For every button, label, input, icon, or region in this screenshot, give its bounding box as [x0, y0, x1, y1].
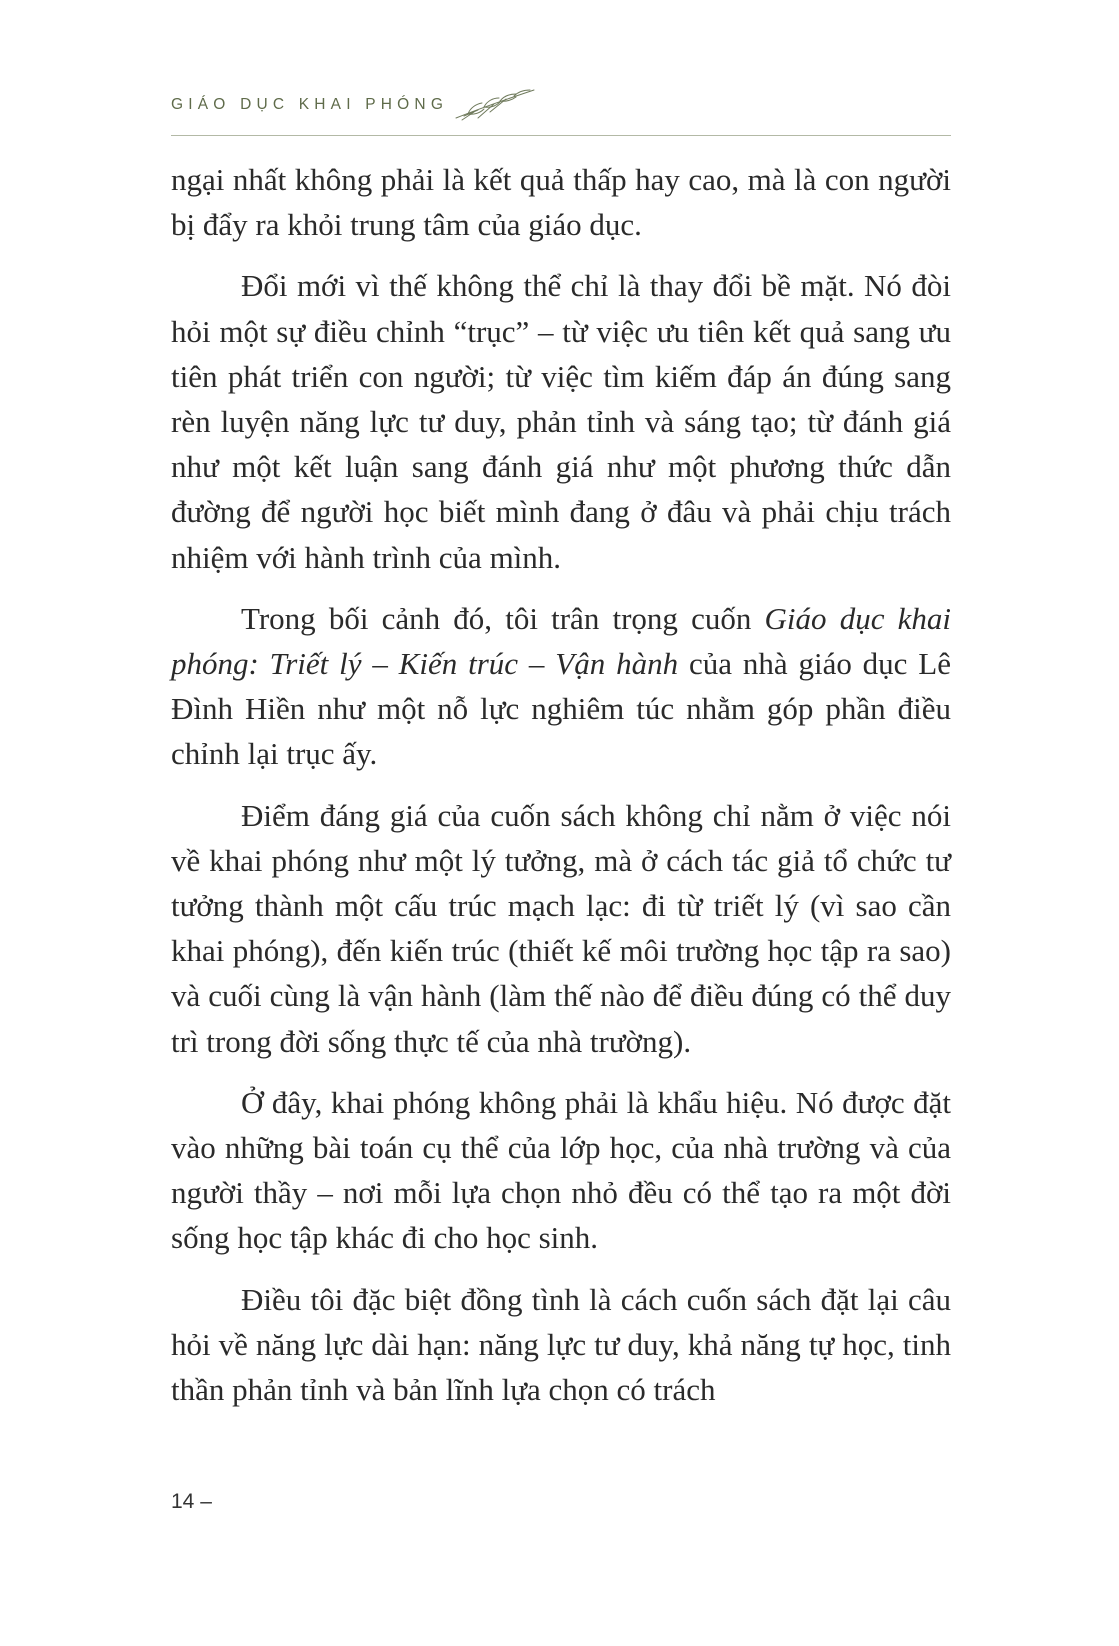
paragraph — [171, 596, 951, 777]
paragraph: Ở đây, khai phóng không phải là khẩu hiệu. Nó được đặt vào những bài toán cụ thể của lớp học, của nhà trường và của người thầy – nơi mỗi lựa chọn nhỏ đều có thể tạo ra một đời sống học tập khác đi cho học sinh. — [171, 1084, 951, 1256]
paragraph-text: Trong bối cảnh đó, tôi trân trọng cuốn — [241, 600, 765, 636]
running-title: GIÁO DỤC KHAI PHÓNG — [171, 96, 449, 113]
leaf-branch-icon — [454, 88, 536, 122]
paragraph: Đổi mới vì thế không thể chỉ là thay đổi bề mặt. Nó đòi hỏi một sự điều chỉnh “trục” – từ việc ưu tiên kết quả sang ưu tiên phát triển con người; từ việc tìm kiếm đáp án đúng sang rèn luyện năng lực tư duy, phản tỉnh và sáng tạo; từ đánh giá như một kết luận sang đánh giá như một phương thức dẫn đường để người học biết mình đang ở đâu và phải chịu trách nhiệm với hành trình của mình. — [171, 268, 951, 575]
running-header — [171, 88, 951, 138]
book-title: Giáo dục khai phóng: Triết lý – Kiến trúc – Vận hành — [171, 600, 952, 682]
paragraph: Điểm đáng giá của cuốn sách không chỉ nằm ở việc nói về khai phóng như một lý tưởng, mà ở cách tác giả tổ chức tư tưởng thành một cấu trúc mạch lạc: đi từ triết lý (vì sao cần khai phóng), đến kiến trúc (thiết kế môi trường học tập ra sao) và cuối cùng là vận hành (làm thế nào để điều đúng có thể duy trì trong đời sống thực tế của nhà trường). — [171, 797, 951, 1059]
paragraph-text: của nhà giáo dục Lê Đình Hiền như một nỗ lực nghiêm túc nhằm góp phần điều chỉnh lại trục ấy. — [171, 646, 952, 772]
paragraph: ngại nhất không phải là kết quả thấp hay cao, mà là con người bị đẩy ra khỏi trung tâm của giáo dục. — [171, 162, 951, 243]
header-divider — [171, 135, 951, 136]
body-text — [171, 157, 951, 1428]
page-number: 14 – — [171, 1490, 212, 1513]
paragraph: Điều tôi đặc biệt đồng tình là cách cuốn sách đặt lại câu hỏi về năng lực dài hạn: năng lực tư duy, khả năng tự học, tinh thần phản tỉnh và bản lĩnh lựa chọn có trách — [171, 1281, 951, 1408]
